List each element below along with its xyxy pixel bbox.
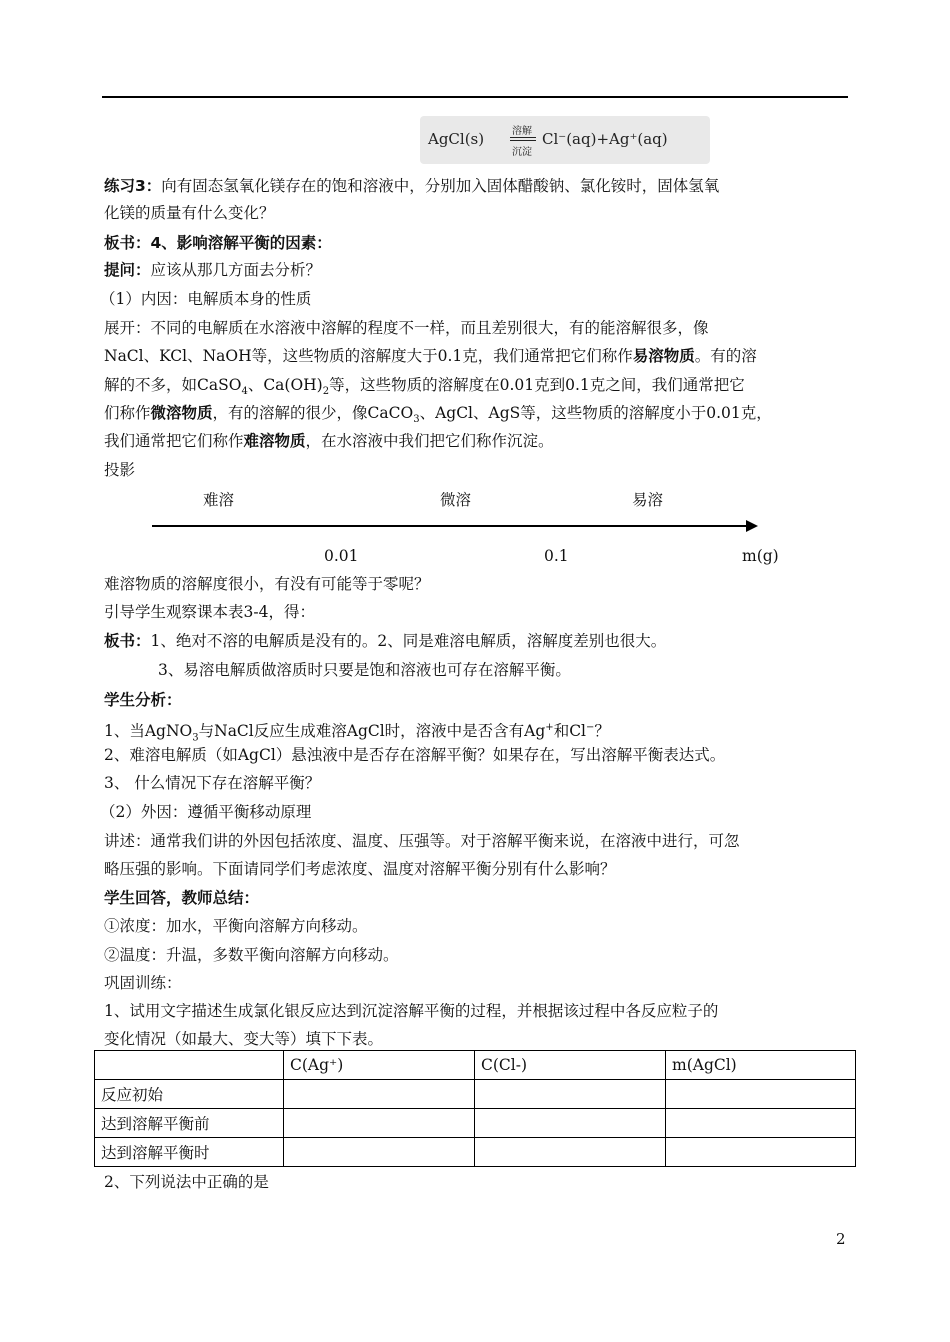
expand-line1: 展开：不同的电解质在水溶液中溶解的程度不一样，而且差别很大，有的能溶解很多，像: [104, 319, 709, 337]
table-cell: [475, 1138, 666, 1167]
task1-line2: 变化情况（如最大、变大等）填下下表。: [104, 1030, 384, 1048]
table-header-cell: [95, 1051, 284, 1080]
exercise3-line2: 化镁的质量有什么变化？: [104, 204, 275, 222]
table-header-cell: m(AgCl): [666, 1051, 856, 1080]
table-row-label: 达到溶解平衡前: [95, 1109, 284, 1138]
q1-d: ？: [594, 722, 610, 741]
temperature-point: ②温度：升温，多数平衡向溶解方向移动。: [104, 946, 399, 964]
term-insoluble: 难溶物质: [243, 432, 306, 450]
expand-line2: [104, 344, 757, 368]
scale-tick-01: 0.1: [544, 547, 569, 565]
guide-line: 引导学生观察课本表3-4，得：: [104, 603, 315, 621]
expand-l4-d: 、AgCl、AgS等，这些物质的溶解度小于0.01克，: [419, 404, 772, 422]
projection-label: 投影: [104, 461, 136, 479]
arrow-right-icon: [746, 520, 758, 532]
table-row-label: 达到溶解平衡时: [95, 1138, 284, 1167]
table-row: [95, 1080, 856, 1109]
lecture-line1: 讲述：通常我们讲的外因包括浓度、温度、压强等。对于溶解平衡来说，在溶液中进行，可忽: [104, 832, 740, 850]
q1-sup1: +: [545, 722, 554, 733]
table-cell: [475, 1080, 666, 1109]
term-slightly-soluble: 微溶物质: [150, 404, 213, 422]
summary-title: 学生回答，教师总结：: [104, 889, 260, 907]
task1-line1: 1、试用文字描述生成氯化银反应达到沉淀溶解平衡的过程，并根据该过程中各反应粒子的: [104, 1002, 719, 1020]
analysis-q2: 2、难溶电解质（如AgCl）悬浊液中是否存在溶解平衡？如果存在，写出溶解平衡表达式。: [104, 746, 726, 764]
table-row: [95, 1138, 856, 1167]
board2-text1: 1、绝对不溶的电解质是没有的。2、同是难溶电解质，溶解度差别也很大。: [150, 632, 667, 650]
task2-line: 2、下列说法中正确的是: [104, 1173, 269, 1191]
expand-l4-c: ，有的溶解的很少，像CaCO: [212, 404, 414, 422]
question-line: [104, 258, 321, 282]
scale-label-slightly: 微溶: [440, 491, 472, 509]
table-cell: [475, 1109, 666, 1138]
expand-l5-a: 我们通常把它们称作: [104, 432, 244, 450]
analysis-q3: 3、 什么情况下存在溶解平衡？: [104, 774, 321, 792]
expand-l2-text: NaCl、KCl、NaOH等，这些物质的溶解度大于0.1克，我们通常把它们称作: [104, 347, 633, 365]
expand-l4-a: 们称作: [104, 404, 151, 422]
external-factor: （2）外因：遵循平衡移动原理: [100, 803, 312, 821]
expand-line4: [104, 401, 772, 432]
table-cell: [284, 1080, 475, 1109]
scale-unit: m(g): [742, 547, 779, 565]
question-text: 应该从那几方面去分析？: [150, 261, 322, 279]
equation-arrow: [510, 137, 536, 138]
table-cell: [666, 1080, 856, 1109]
header-rule: [102, 96, 848, 98]
concentration-point: ①浓度：加水，平衡向溶解方向移动。: [104, 917, 368, 935]
equation-arrow-back: [510, 140, 536, 141]
board-heading-factors: 板书：4、影响溶解平衡的因素：: [104, 234, 332, 252]
expand-l2-tail: 。有的溶: [694, 347, 757, 365]
solubility-scale-axis: [152, 525, 748, 527]
q1-a: 1、当AgNO: [104, 722, 193, 741]
sub-3: 3: [413, 414, 420, 426]
expand-l3-c: 等，这些物质的溶解度在0.01克到0.1克之间，我们通常把它: [329, 376, 745, 394]
q1-c: 和Cl: [553, 722, 587, 741]
table-header-cell: C(Ag⁺): [284, 1051, 475, 1080]
equilibrium-table: [94, 1050, 856, 1167]
table-cell: [284, 1109, 475, 1138]
scale-label-insoluble: 难溶: [203, 491, 235, 509]
table-header-cell: C(Cl-): [475, 1051, 666, 1080]
expand-l3-a: 解的不多，如CaSO: [104, 376, 242, 394]
page-number: 2: [836, 1230, 846, 1248]
practice-title: 巩固训练：: [104, 974, 182, 992]
board2-line2: 3、易溶电解质做溶质时只要是饱和溶液也可存在溶解平衡。: [158, 661, 571, 679]
expand-l5-c: ，在水溶液中我们把它们称作沉淀。: [305, 432, 554, 450]
equilibrium-equation-image: [420, 116, 710, 164]
expand-line3: [104, 373, 745, 404]
table-cell: [666, 1138, 856, 1167]
question-label: 提问：: [104, 261, 151, 279]
expand-l3-b: 、Ca(OH): [247, 376, 323, 394]
equation-arrow-top: 溶解: [512, 126, 532, 137]
q1-sub: 3: [192, 732, 199, 744]
equation-right: Cl⁻(aq)+Ag⁺(aq): [542, 130, 668, 148]
table-row-label: 反应初始: [95, 1080, 284, 1109]
term-soluble: 易溶物质: [632, 347, 695, 365]
exercise3-text: 向有固态氢氧化镁存在的饱和溶液中，分别加入固体醋酸钠、氯化铵时，固体氢氧: [161, 177, 720, 195]
sub-4: 4: [241, 386, 248, 398]
table-cell: [666, 1109, 856, 1138]
scale-label-soluble: 易溶: [632, 491, 664, 509]
table-header-row: [95, 1051, 856, 1080]
exercise3-line1: [104, 174, 719, 198]
equation-arrow-bottom: 沉淀: [512, 147, 532, 158]
board2-label: 板书：: [104, 632, 151, 650]
q1-sup2: −: [586, 722, 595, 733]
expand-line5: [104, 429, 554, 453]
equation-left: AgCl(s): [428, 130, 485, 148]
sub-2: 2: [322, 386, 330, 398]
scale-tick-001: 0.01: [324, 547, 359, 565]
lecture-line2: 略压强的影响。下面请同学们考虑浓度、温度对溶解平衡分别有什么影响？: [104, 860, 616, 878]
q1-b: 与NaCl反应生成难溶AgCl时，溶液中是否含有Ag: [198, 722, 546, 741]
table-cell: [284, 1138, 475, 1167]
student-analysis-title: 学生分析：: [104, 691, 182, 709]
exercise3-label: 练习3：: [104, 177, 162, 195]
board2-line1: [104, 629, 666, 653]
table-row: [95, 1109, 856, 1138]
zero-question: 难溶物质的溶解度很小，有没有可能等于零呢？: [104, 575, 430, 593]
internal-factor: （1）内因：电解质本身的性质: [100, 290, 312, 308]
